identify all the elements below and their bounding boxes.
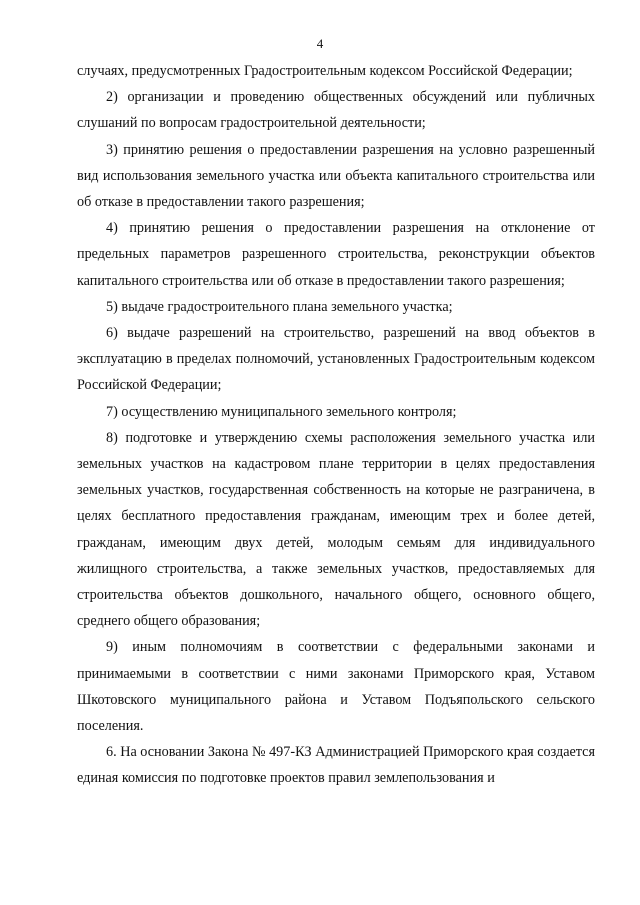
paragraph-item-8: 8) подготовке и утверждению схемы расположения земельного участка или земельных участков на кадастровом плане территории в целях предоставления земельных участков, государственная собственность на которые не разграничена, в целях бесплатного предоставления гражданам, имеющим трех и более детей, гражданам, имеющим двух детей, молодым семьям для индивидуального жилищного строительства, а также земельных участков, предоставляемых для строительства объектов дошкольного, начального общего, основного общего, среднего общего образования;: [77, 429, 595, 630]
document-body: [77, 58, 595, 792]
page-number: 4: [316, 36, 324, 51]
paragraph-item-4: 4) принятию решения о предоставлении разрешения на отклонение от предельных параметров разрешенного строительства, реконструкции объектов капитального строительства или об отказе в предоставлении такого разрешения;: [77, 220, 595, 289]
paragraph-item-2: 2) организации и проведению общественных обсуждений или публичных слушаний по вопросам градостроительной деятельности;: [77, 89, 595, 132]
paragraph-continuation: случаях, предусмотренных Градостроительным кодексом Российской Федерации;: [77, 63, 573, 79]
paragraph-section-6: 6. На основании Закона № 497-КЗ Администрацией Приморского края создается единая комиссия по подготовке проектов правил землепользования и: [77, 744, 595, 787]
paragraph-item-9: 9) иным полномочиям в соответствии с федеральными законами и принимаемыми в соответствии с ними законами Приморского края, Уставом Шкотовского муниципального района и Уставом Подъяпольского сельского поселения.: [77, 639, 595, 735]
paragraph-item-3: 3) принятию решения о предоставлении разрешения на условно разрешенный вид использования земельного участка или объекта капитального строительства или об отказе в предоставлении такого разрешения;: [77, 141, 595, 211]
paragraph-item-6: 6) выдаче разрешений на строительство, разрешений на ввод объектов в эксплуатацию в пределах полномочий, установленных Градостроительным кодексом Российской Федерации;: [77, 325, 595, 394]
paragraph-item-5: 5) выдаче градостроительного плана земельного участка;: [106, 298, 453, 315]
paragraph-item-7: 7) осуществлению муниципального земельного контроля;: [106, 403, 457, 420]
